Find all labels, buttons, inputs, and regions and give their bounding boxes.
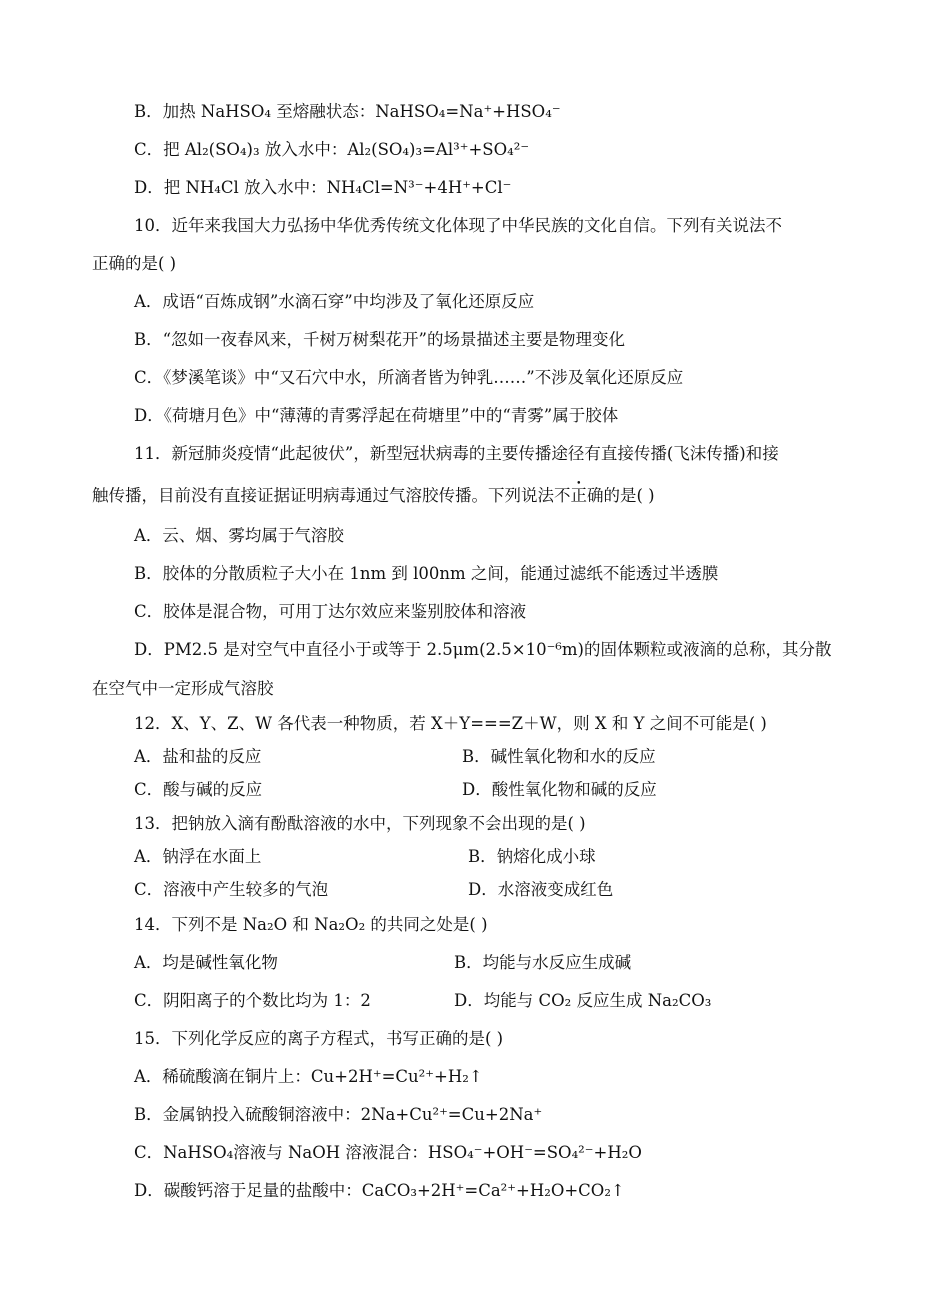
question-stem: 15．下列化学反应的离子方程式，书写正确的是( ) [134, 1029, 504, 1048]
question-text: 新冠肺炎疫情“此起彼伏”，新型冠状病毒的主要传播途径有直接传播(飞沫传播)和接 [171, 444, 779, 463]
option-text: 把 NH₄Cl 放入水中：NH₄Cl=N³⁻+4H⁺+Cl⁻ [163, 178, 512, 197]
option-b: B．胶体的分散质粒子大小在 1nm 到 l00nm 之间，能通过滤纸不能透过半透膜 [134, 564, 719, 583]
option-a: A．钠浮在水面上 [134, 847, 262, 866]
question-stem [134, 443, 779, 465]
option-c: C．《梦溪笔谈》中“又石穴中水，所滴者皆为钟乳……”不涉及氧化还原反应 [134, 368, 684, 387]
option-text: 把 Al₂(SO₄)₃ 放入水中：Al₂(SO₄)₃=Al³⁺+SO₄²⁻ [163, 140, 530, 159]
option-text: 加热 NaHSO₄ 至熔融状态：NaHSO₄=Na⁺+HSO₄⁻ [162, 102, 561, 121]
option-d: D．《荷塘月色》中“薄薄的青雾浮起在荷塘里”中的“青雾”属于胶体 [134, 406, 619, 425]
option-d: D．均能与 CO₂ 反应生成 Na₂CO₃ [454, 991, 712, 1010]
option-d: D．酸性氧化物和碱的反应 [462, 780, 657, 799]
option-b: B．均能与水反应生成碱 [454, 953, 632, 972]
option-label: C． [134, 140, 164, 159]
option-c: C．溶液中产生较多的气泡 [134, 880, 329, 899]
option-a: A．均是碱性氧化物 [134, 953, 278, 972]
option-line [134, 177, 511, 199]
question-stem: 12．X、Y、Z、W 各代表一种物质，若 X＋Y===Z＋W，则 X 和 Y 之间不可能是( ) [134, 714, 767, 733]
option-b: B．“忽如一夜春风来，千树万树梨花开”的场景描述主要是物理变化 [134, 330, 625, 349]
question-stem-cont [92, 485, 655, 507]
option-a: A．稀硫酸滴在铜片上：Cu+2H⁺=Cu²⁺+H₂↑ [134, 1067, 483, 1086]
stem-text: 的是( ) [603, 486, 655, 505]
question-stem-cont: 正确的是( ) [92, 254, 177, 273]
question-number: 10． [134, 216, 172, 235]
option-label: D． [134, 178, 164, 197]
option-d: D．PM2.5 是对空气中直径小于或等于 2.5μm(2.5×10⁻⁶m)的固体颗粒或液滴的总称，其分散 [134, 640, 832, 659]
question-stem: 14．下列不是 Na₂O 和 Na₂O₂ 的共同之处是( ) [134, 915, 488, 934]
stem-text: 触传播，目前没有直接证据证明病毒通过气溶胶传播。下列说法 [92, 486, 554, 505]
question-text: 近年来我国大力弘扬中华优秀传统文化体现了中华民族的文化自信。下列有关说法不 [171, 216, 782, 235]
option-label: B． [134, 102, 163, 121]
option-c: C．阴阳离子的个数比均为 1：2 [134, 991, 371, 1010]
option-b: B．金属钠投入硫酸铜溶液中：2Na+Cu²⁺=Cu+2Na⁺ [134, 1105, 543, 1124]
option-a: A．盐和盐的反应 [134, 747, 262, 766]
option-b: B．钠熔化成小球 [468, 847, 596, 866]
question-stem [134, 215, 782, 237]
option-a: A．云、烟、雾均属于气溶胶 [134, 526, 344, 545]
option-line [134, 139, 529, 161]
option-c: C．胶体是混合物，可用丁达尔效应来鉴别胶体和溶液 [134, 602, 527, 621]
option-line [134, 101, 561, 123]
option-a: A．成语“百炼成钢”水滴石穿”中均涉及了氧化还原反应 [134, 292, 535, 311]
option-d: D．水溶液变成红色 [468, 880, 614, 899]
option-d: D．碳酸钙溶于足量的盐酸中：CaCO₃+2H⁺=Ca²⁺+H₂O+CO₂↑ [134, 1181, 625, 1200]
option-b: B．碱性氧化物和水的反应 [462, 747, 656, 766]
option-d-cont: 在空气中一定形成气溶胶 [92, 679, 274, 698]
option-c: C．NaHSO₄溶液与 NaOH 溶液混合：HSO₄⁻+OH⁻=SO₄²⁻+H₂O [134, 1143, 642, 1162]
question-number: 11． [134, 444, 172, 463]
question-stem: 13．把钠放入滴有酚酞溶液的水中，下列现象不会出现的是( ) [134, 814, 586, 833]
option-c: C．酸与碱的反应 [134, 780, 263, 799]
emphasis-text: 不正确 [554, 486, 604, 505]
